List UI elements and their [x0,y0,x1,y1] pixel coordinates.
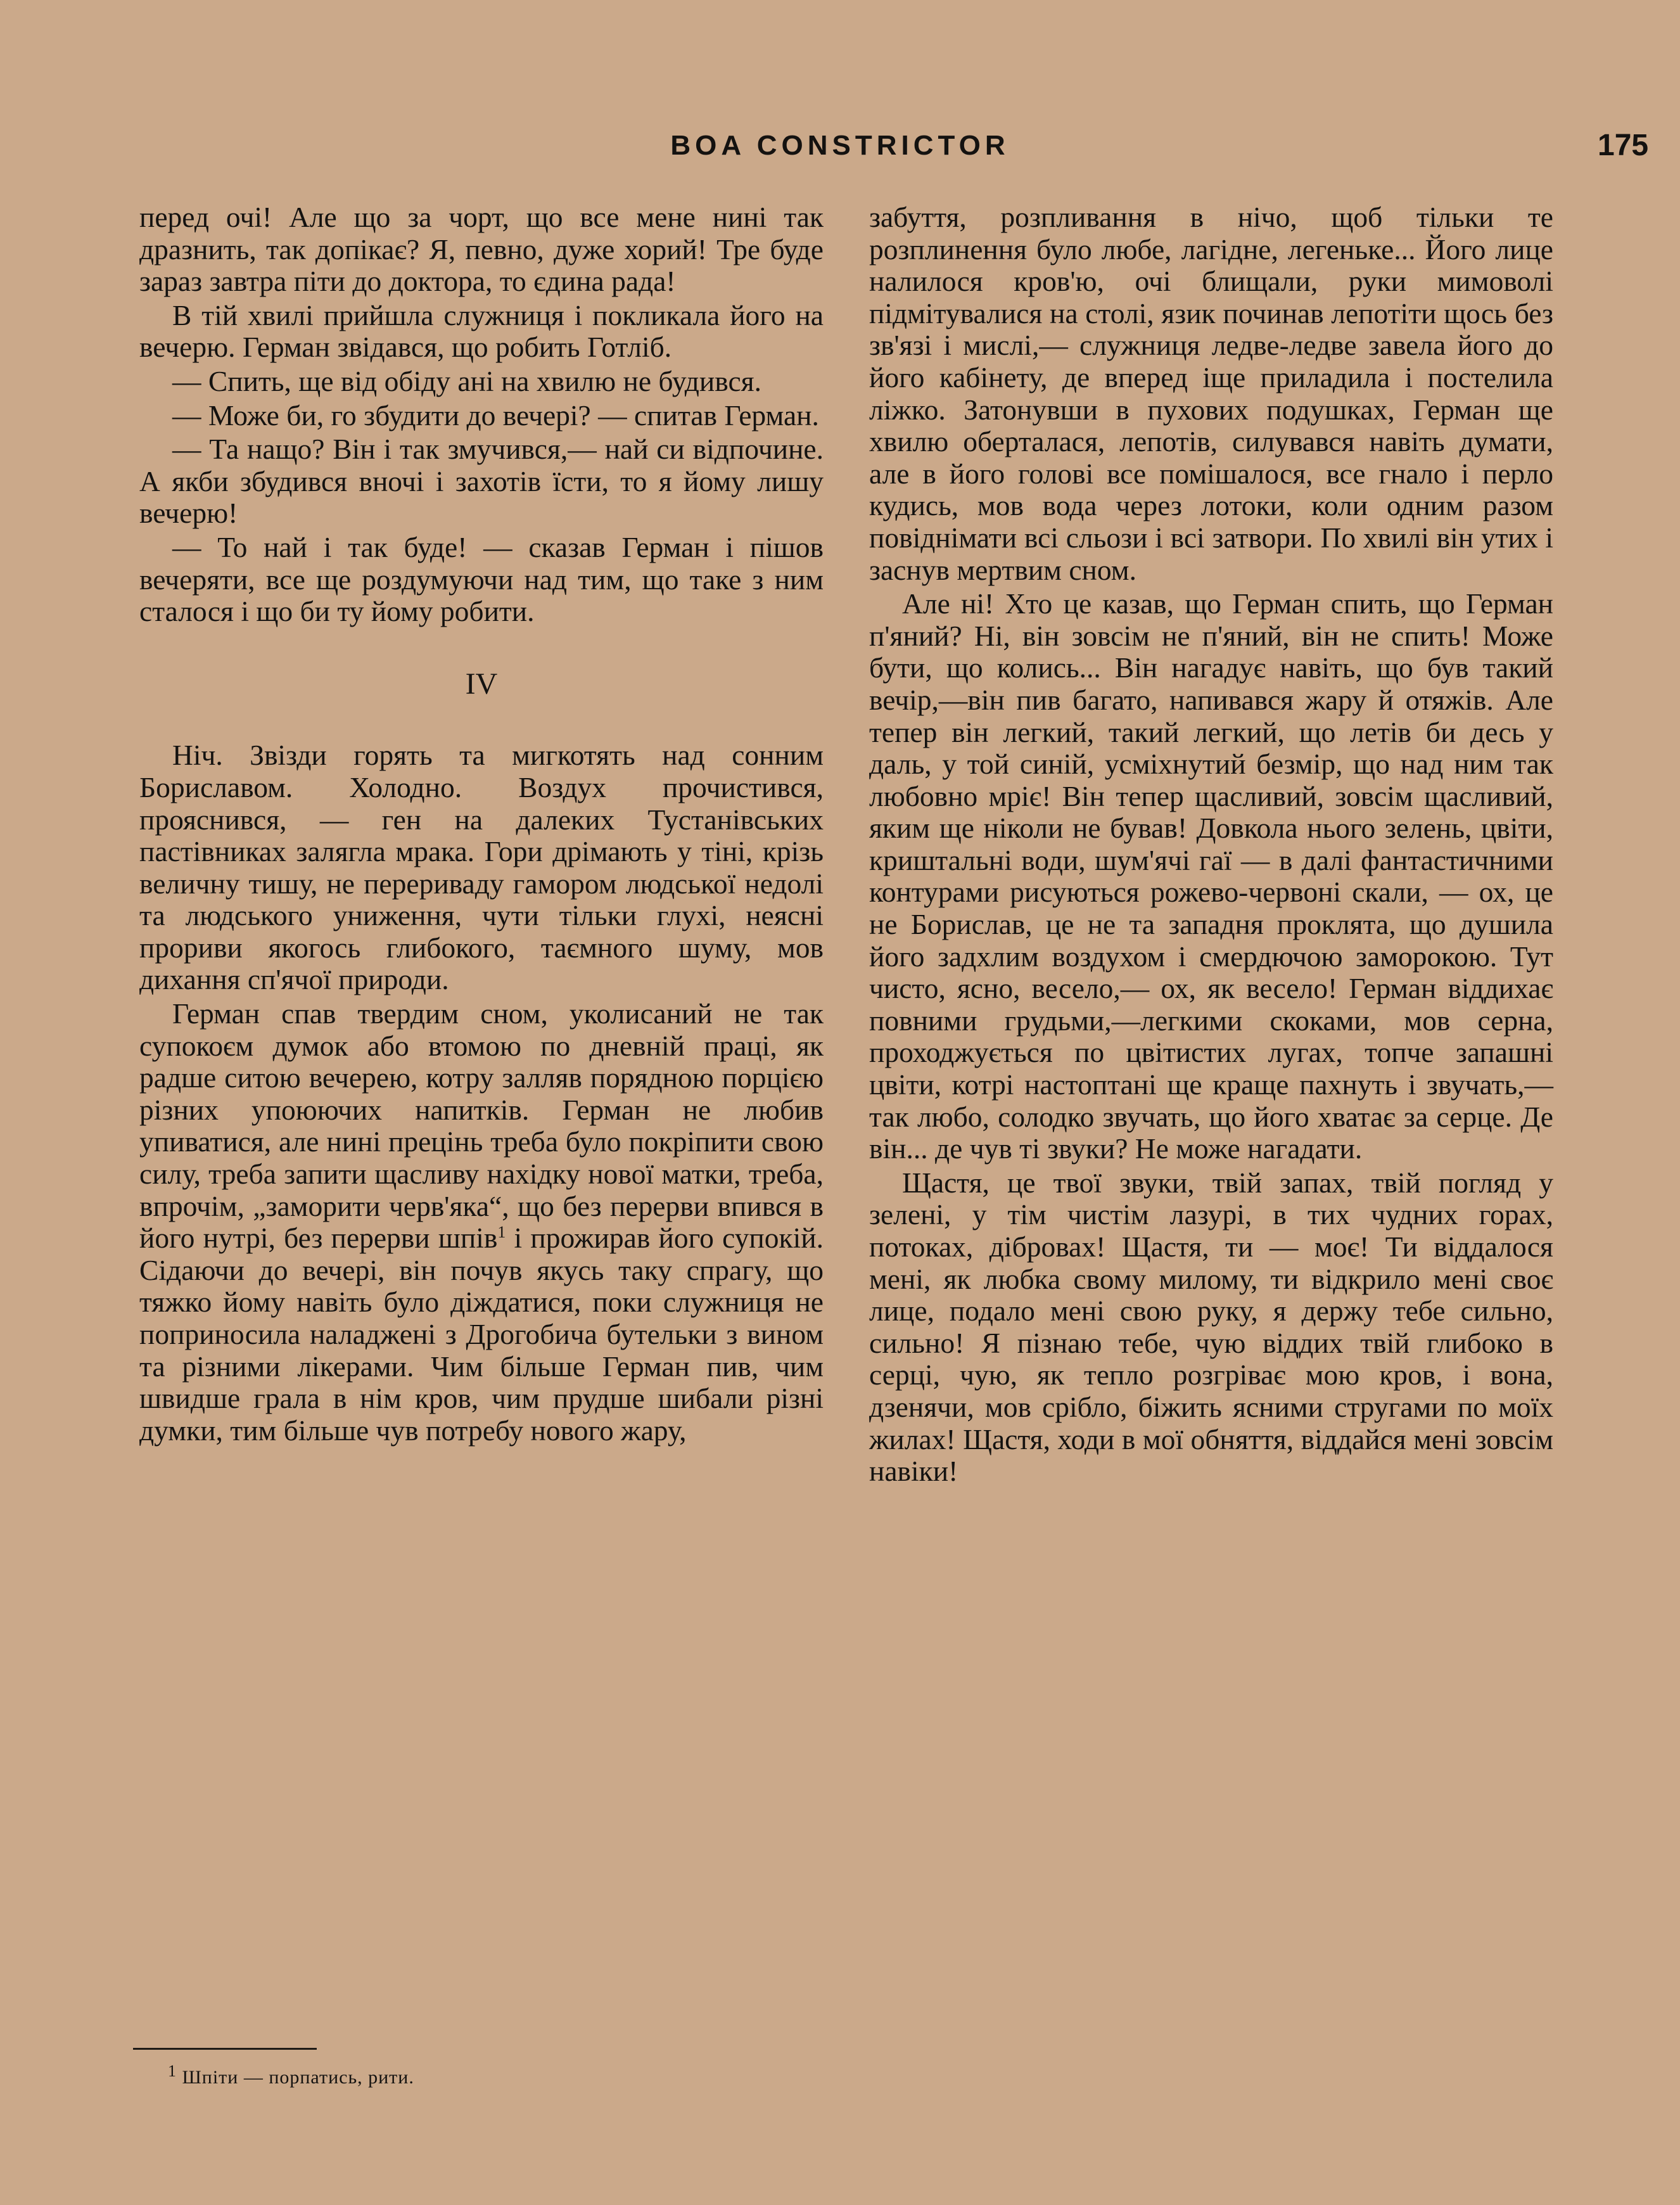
footnote-text: Шпіти — порпатись, рити. [182,2067,414,2088]
paragraph: В тій хвилі прийшла служниця і покликала його на вечерю. Герман звідався, що робить Готліб. [139,298,824,364]
footnote [168,2062,414,2088]
paragraph-text: Герман спав твердим сном, уколисаний не так супокоєм думок або втомою по дневній праці, як радше ситою вечерею, котру залляв порядною порцією різних упоюючих напитків. Герман не любив упиватися, але нині прецінь треба було покріпити свою силу, треба запити щасливу нахідку нової матки, треба, впрочім, „заморити черв'яка“, що без перерви впився в його нутрі, без перерви шпів [139,997,824,1255]
dialogue-line: — То най і так буде! — сказав Герман і пішов вечеряти, все ще роздумуючи над тим, що таке з ним сталося і що би ту йому робити. [139,530,824,628]
dialogue-line: — Спить, ще від обіду ані на хвилю не будився. [172,364,761,397]
running-head: BOA CONSTRICTOR [670,130,1010,161]
footnote-divider [133,2048,317,2050]
right-column [869,201,1553,1488]
chapter-heading: IV [465,667,498,701]
paragraph-text: і прожирав його супокій. Сідаючи до вечері, він почув якусь таку спрагу, що тяжко йому навіть було діждатися, поки служниця не поприносила наладжені з Дрогобича бутельки з вином та різними лікерами. Чим більше Герман пив, чим швидше грала в нім кров, чим прудше шибали різні думки, тим більше чув потребу нового жару, [139,1222,824,1447]
dialogue-line: — Та нащо? Він і так змучився,— най си відпочине. А якби збудився вночі і захотів їсти, то я йому лишу вечерю! [139,433,824,530]
paragraph: Але ні! Хто це казав, що Герман спить, що Герман п'яний? Ні, він зовсім не п'яний, він не спить! Може бути, що колись... Він нагадує навіть, що був такий вечір,—він пив багато, напивався жару й отяжів. Але тепер він легкий, такий легкий, що летів би десь у даль, у той синій, усміхнутий безмір, що над ним так любовно мріє! Він тепер щасливий, зовсім щасливий, яким ще ніколи не бував! Довкола нього зелень, цвіти, криштальні води, шум'ячі гаї — в далі фантастичними контурами рисуються рожево-червоні скали, — ох, це не Борислав, це не та западня проклята, що душила його задхлим воздухом і смердючою заморокою. Тут чисто, ясно, весело,— ох, як весело! Герман віддихає повними грудьми,—легкими скоками, мов серна, проходжується по цвітистих лугах, топче запашні цвіти, котрі настоптані ще краще пахнуть і звучать,— так любо, солодко звучать, що його хватає за серце. Де він... де чув ті звуки? Не може нагадати. [869,587,1553,1165]
dialogue-line: — Може би, го збудити до вечері? — спитав Герман. [172,399,819,431]
paragraph: перед очі! Але що за чорт, що все мене нині так дразнить, так допікає? Я, певно, дуже хорий! Тре буде зараз завтра піти до доктора, то єдина рада! [139,201,824,298]
paragraph: Щастя, це твої звуки, твій запах, твій погляд у зелені, у тім чистім лазурі, в тих чудних горах, потоках, дібровах! Щастя, ти — моє! Ти віддалося мені, як любка свому милому, ти відкрило мені своє лице, подало мені свою руку, я держу тебе сильно, сильно! Я пізнаю тебе, чую віддих твій глибоко в серці, чую, як тепло розгріває мою кров, і вона, дзенячи, мов срібло, біжить ясними стругами по моїх жилах! Щастя, ходи в мої обняття, віддайся мені зовсім навіки! [869,1166,1553,1488]
paragraph: забуття, розпливання в нічо, щоб тільки те розплинення було любе, лагідне, легеньке... Його лице налилося кров'ю, очі блищали, руки мимоволі підмітувалися на столі, язик починав лепотіти щось без зв'язі і мислі,— служниця ледве-ледве завела його до його кабінету, де вперед іще приладила і постелила ліжко. Затонувши в пухових подушках, Герман ще хвилю оберталася, лепотів, силувався навіть думати, але в його голові все помішалося, все гнало і перло кудись, мов вода через лотоки, коли одним разом повіднімати всі сльози і всі затвори. По хвилі він утих і заснув мертвим сном. [869,201,1553,586]
footnote-reference[interactable]: 1 [497,1223,506,1242]
paragraph: Ніч. Звізди горять та мигкотять над сонним Бориславом. Холодно. Воздух прочистився, прояснився, — ген на далеких Тустанівських пастівниках залягла мрака. Гори дрімають у тіні, крізь величну тишу, не перериваду гамором людської недолі та людського униження, чути тільки глухі, неясні прориви якогось глибокого, таємного шуму, мов дихання сп'ячої природи. [139,739,824,996]
page-number: 175 [1598,129,1649,162]
left-column [139,201,824,1447]
footnote-mark: 1 [168,2062,177,2080]
paragraph [139,998,824,1447]
